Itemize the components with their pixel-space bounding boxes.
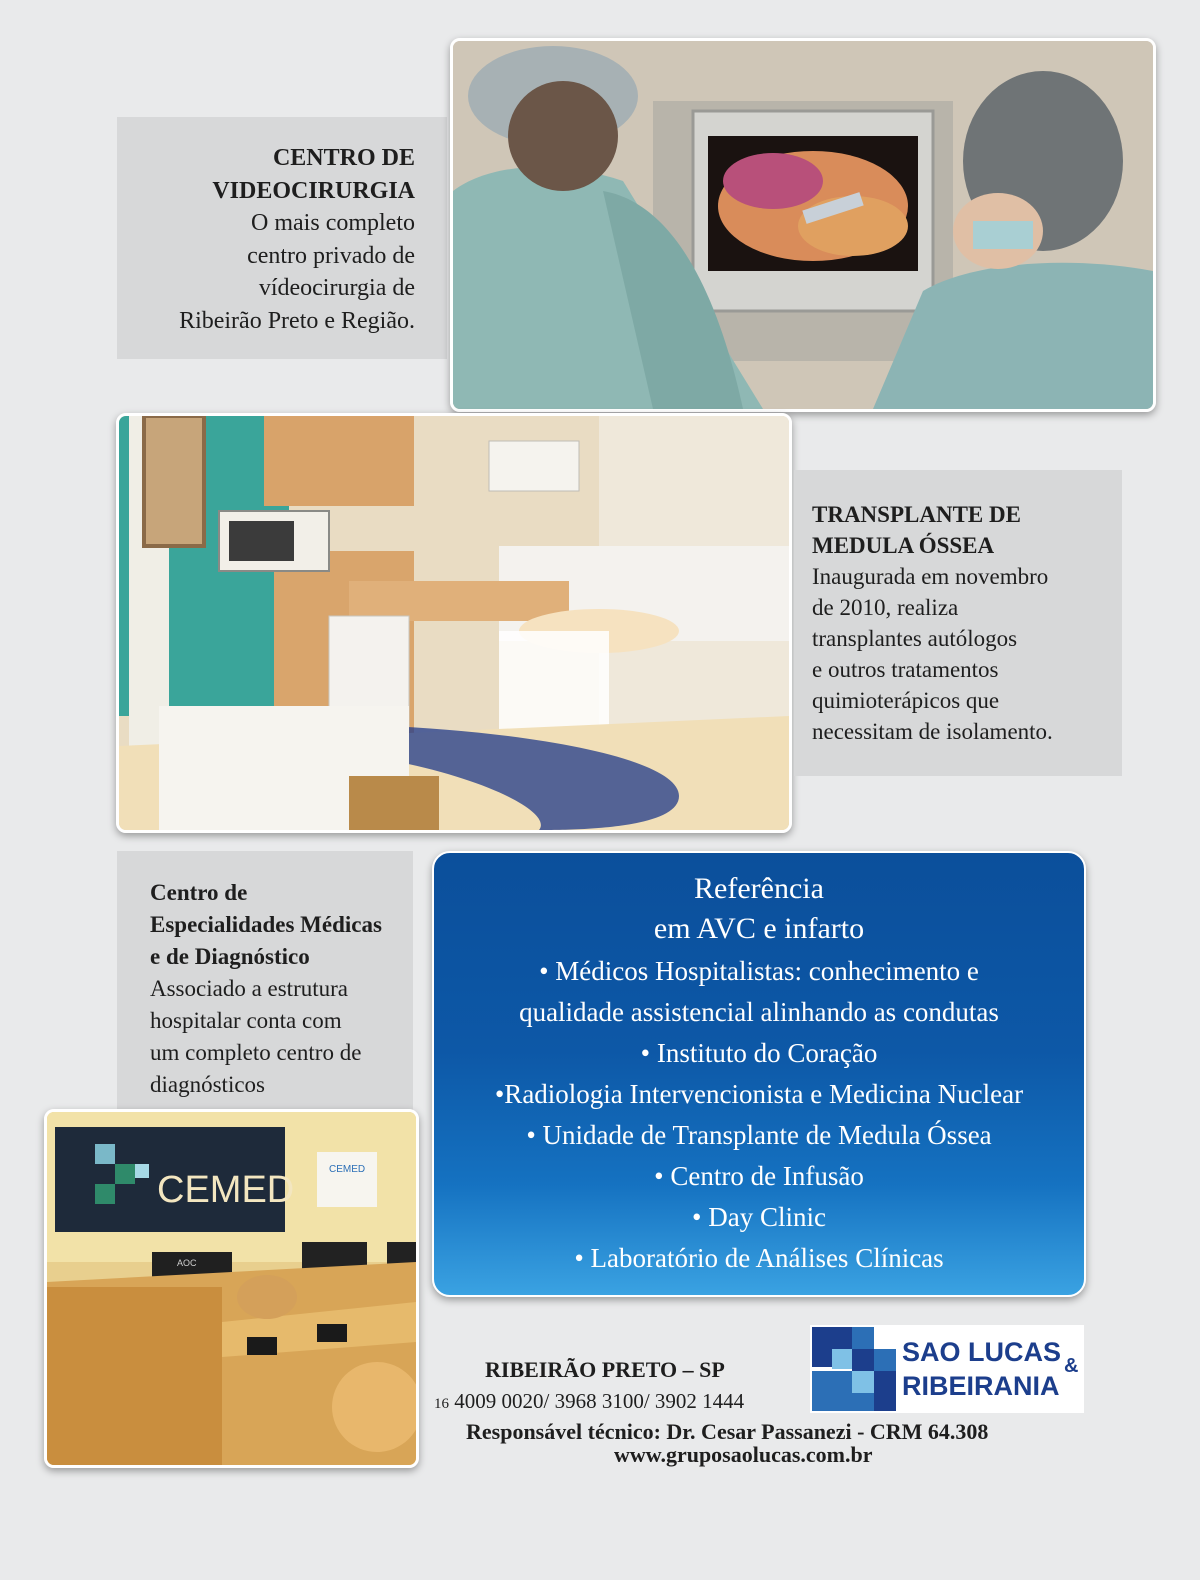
transplante-text <box>812 499 1118 747</box>
especialidades-text <box>150 877 420 1101</box>
transplante-heading-2: MEDULA ÓSSEA <box>812 533 995 558</box>
logo-line1: SAO LUCAS <box>902 1337 1062 1367</box>
cemed-small-sign: CEMED <box>329 1164 366 1175</box>
cemed-reception-photo <box>44 1109 419 1468</box>
logo-squares-icon <box>810 1325 898 1413</box>
especialidades-heading: Centro de <box>150 880 248 905</box>
referencia-list <box>434 951 1084 1279</box>
especialidades-line: hospitalar conta com <box>150 1008 342 1033</box>
surgery-photo <box>450 38 1156 412</box>
referencia-title-1: Referência <box>694 872 824 905</box>
logo-ampersand: & <box>1064 1355 1079 1377</box>
especialidades-line: um completo centro de <box>150 1040 362 1065</box>
transplante-line: necessitam de isolamento. <box>812 719 1053 744</box>
transplante-line: Inaugurada em novembro <box>812 564 1049 589</box>
referencia-item: • Laboratório de Análises Clínicas <box>574 1243 944 1273</box>
transplante-line: de 2010, realiza <box>812 595 959 620</box>
footer-phones: 4009 0020/ 3968 3100/ 3902 1444 <box>454 1389 745 1413</box>
transplante-line: quimioterápicos que <box>812 688 1000 713</box>
referencia-item: • Unidade de Transplante de Medula Óssea <box>526 1120 992 1150</box>
referencia-item: •Radiologia Intervencionista e Medicina Nuclear <box>494 1079 1024 1109</box>
referencia-item: • Centro de Infusão <box>654 1161 864 1191</box>
especialidades-heading: Especialidades Médicas <box>150 912 382 937</box>
footer-phones-row <box>434 1389 744 1414</box>
videocirurgia-line: centro privado de <box>247 242 415 269</box>
monitor-brand: AOC <box>177 1258 197 1268</box>
referencia-title-2: em AVC e infarto <box>653 912 865 945</box>
especialidades-line: diagnósticos <box>150 1072 265 1097</box>
footer-area-code: 16 <box>434 1396 449 1412</box>
logo-line2: RIBEIRANIA <box>902 1371 1060 1401</box>
especialidades-line: Associado a estrutura <box>150 976 348 1001</box>
hospital-room-photo <box>116 413 792 833</box>
transplante-line: transplantes autólogos <box>812 626 1018 651</box>
videocirurgia-line: O mais completo <box>251 210 415 236</box>
footer-website: www.gruposaolucas.com.br <box>614 1442 873 1467</box>
transplante-heading-1: TRANSPLANTE DE <box>812 502 1021 527</box>
especialidades-heading: e de Diagnóstico <box>150 944 310 969</box>
footer-city: RIBEIRÃO PRETO – SP <box>485 1357 725 1382</box>
referencia-item: • Instituto do Coração <box>640 1038 878 1068</box>
videocirurgia-line: vídeocirurgia de <box>258 275 415 301</box>
sao-lucas-logo <box>810 1325 1084 1413</box>
referencia-box <box>432 851 1086 1297</box>
videocirurgia-heading-2: VIDEOCIRURGIA <box>212 177 415 204</box>
cemed-sign-text: CEMED <box>157 1169 295 1211</box>
transplante-line: e outros tratamentos <box>812 657 999 682</box>
videocirurgia-heading-1: CENTRO DE <box>272 145 415 171</box>
videocirurgia-line: Ribeirão Preto e Região. <box>179 307 415 334</box>
videocirurgia-text <box>117 142 415 337</box>
referencia-item: • Day Clinic <box>692 1202 826 1232</box>
referencia-item: • Médicos Hospitalistas: conhecimento e <box>539 956 979 986</box>
footer-responsavel: Responsável técnico: Dr. Cesar Passanezi - CRM 64.308 <box>466 1419 989 1444</box>
referencia-item: qualidade assistencial alinhando as condutas <box>519 997 999 1027</box>
